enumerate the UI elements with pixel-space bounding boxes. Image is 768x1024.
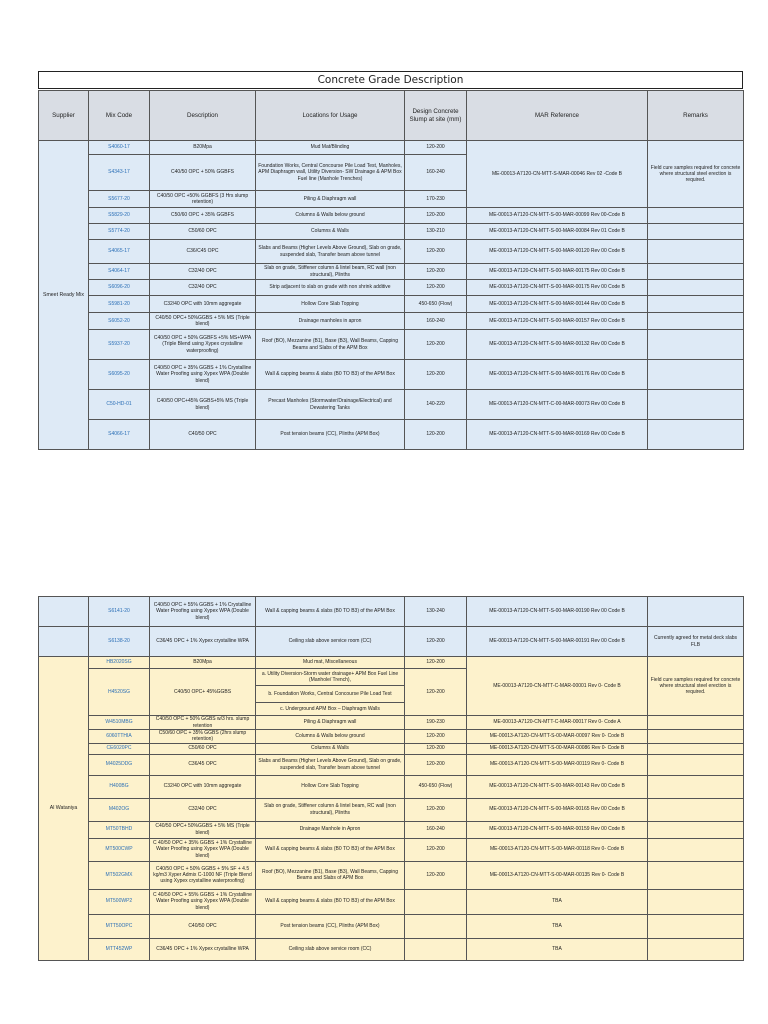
remarks-cell: Currently agreed for metal deck slabs FLB	[648, 627, 744, 657]
description-cell: C50/60 OPC + 35% GGBS (2hrs slump retention)	[150, 730, 256, 744]
mix-code-cell: H4520SG	[89, 669, 150, 716]
mix-code-cell: C50-HD-01	[89, 390, 150, 420]
mix-code-cell: S5981-20	[89, 296, 150, 313]
supplier-cell	[39, 597, 89, 627]
description-cell: C32/40 OPC with 10mm aggregate	[150, 775, 256, 798]
description-cell: C36/C45 OPC	[150, 240, 256, 264]
mix-code-cell: CE6020PC	[89, 743, 150, 754]
table-row	[39, 716, 744, 730]
mar-reference-cell: ME-00013-A7120-CN-MTT-S-00-MAR-00135 Rev 0- Code B	[467, 861, 648, 889]
remarks-cell	[648, 730, 744, 744]
table-row	[39, 390, 744, 420]
concrete-grade-table-2	[38, 596, 744, 961]
mix-code-cell: S5829-20	[89, 208, 150, 224]
remarks-cell	[648, 296, 744, 313]
table-row	[39, 420, 744, 450]
description-cell: C40/50 OPC + 50% GGBS w/3 hrs. slump retention	[150, 716, 256, 730]
description-cell: C50/60 OPC	[150, 743, 256, 754]
mix-code-cell: MTT50OPC	[89, 914, 150, 938]
location-cell: a. Utility Diversion-Storm water drainage+ APM Box Fuel Line (Manhole/ Trench),	[256, 669, 405, 686]
mar-reference-cell: ME-00013-A7120-CN-MTT-S-00-MAR-00190 Rev 00 Code B	[467, 597, 648, 627]
mar-reference-cell: ME-00013-A7120-CN-MTT-S-00-MAR-00157 Rev 00 Code B	[467, 313, 648, 330]
location-cell: Foundation Works, Central Concourse Pile Load Test, Manholes, APM Diaphragm wall, Utility Diversion- SW Drainage & APM Box Fuel line (Manhole Trenches)	[256, 155, 405, 191]
slump-cell: 120-200	[405, 264, 467, 280]
remarks-cell	[648, 420, 744, 450]
mar-reference-cell: ME-00013-A7120-CN-MTT-S-00-MAR-00191 Rev 00 Code B	[467, 627, 648, 657]
remarks-cell	[648, 360, 744, 390]
table-row	[39, 861, 744, 889]
remarks-cell	[648, 330, 744, 360]
mix-code-cell: S4065-17	[89, 240, 150, 264]
header-remarks: Remarks	[648, 91, 744, 141]
location-cell: Drainage Manhole in Apron	[256, 821, 405, 838]
mix-code-cell: S6138-20	[89, 627, 150, 657]
remarks-cell	[648, 889, 744, 914]
location-cell: Wall & capping beams & slabs (B0 TO B3) of the APM Box	[256, 597, 405, 627]
mix-code-cell: S4343-17	[89, 155, 150, 191]
mar-reference-cell: ME-00013-A7120-CN-MTT-S-00-MAR-00097 Rev 0- Code B	[467, 730, 648, 744]
location-cell: Slab on grade, Stiffener column & lintel beam, RC wall (non structural), Plinths	[256, 264, 405, 280]
mar-reference-cell: ME-00013-A7120-CN-MTT-S-00-MAR-00118 Rev 0- Code B	[467, 838, 648, 861]
mix-code-cell: S6096-20	[89, 280, 150, 296]
mar-reference-cell: ME-00013-A7120-CN-MTT-S-00-MAR-00176 Rev 00 Code B	[467, 360, 648, 390]
table-row	[39, 627, 744, 657]
description-cell: C40/50 OPC+45% GGBS+5% MS (Triple blend)	[150, 390, 256, 420]
mix-code-cell: S4060-17	[89, 141, 150, 155]
location-cell: b. Foundation Works, Central Concourse Pile Load Test	[256, 686, 405, 703]
remarks-cell	[648, 597, 744, 627]
supplier-cell: Smeet Ready Mix	[39, 141, 89, 450]
mix-code-cell: MT50TBHD	[89, 821, 150, 838]
header-locations: Locations for Usage	[256, 91, 405, 141]
slump-cell: 130-240	[405, 597, 467, 627]
mix-code-cell: H400BG	[89, 775, 150, 798]
slump-cell	[405, 938, 467, 960]
location-cell: Strip adjacent to slab on grade with non shrink additive	[256, 280, 405, 296]
description-cell: C40/50 OPC + 35% GGBS + 1% Crystalline Water Proofing using Xypex WPA (Double blend)	[150, 360, 256, 390]
slump-cell: 160-240	[405, 155, 467, 191]
mar-reference-cell: ME-00013-A7120-CN-MTT-S-00-MAR-00143 Rev 00 Code B	[467, 775, 648, 798]
mar-reference-cell: TBA	[467, 914, 648, 938]
location-cell: Mud Mat/Blinding	[256, 141, 405, 155]
location-cell: Roof (BO), Mezzanine (B1), Base (B3), Wall Beams, Capping Beams and Slabs of the APM Box	[256, 330, 405, 360]
location-cell: Columns & Walls below ground	[256, 730, 405, 744]
table-row	[39, 821, 744, 838]
mix-code-cell: S5677-20	[89, 191, 150, 208]
location-cell: Post tension beams (CC), Plinths (APM Box)	[256, 420, 405, 450]
table-row	[39, 141, 744, 155]
remarks-cell	[648, 390, 744, 420]
description-cell: B20Mpa	[150, 141, 256, 155]
mix-code-cell: HB2020SG	[89, 657, 150, 669]
table-row	[39, 657, 744, 669]
table-row	[39, 838, 744, 861]
slump-cell: 140-220	[405, 390, 467, 420]
description-cell: C40/50 OPC	[150, 914, 256, 938]
location-cell: Drainage manholes in apron	[256, 313, 405, 330]
mix-code-cell: S4066-17	[89, 420, 150, 450]
description-cell: B20Mpa	[150, 657, 256, 669]
mar-reference-cell: ME-00013-A7120-CN-MTT-C-00-MAR-00073 Rev 00 Code B	[467, 390, 648, 420]
remarks-cell	[648, 313, 744, 330]
mar-reference-cell: ME-00013-A7120-CN-MTT-S-00-MAR-00169 Rev 00 Code B	[467, 420, 648, 450]
slump-cell: 120-200	[405, 754, 467, 775]
location-cell: Columns & Walls	[256, 743, 405, 754]
description-cell: C50/60 OPC	[150, 224, 256, 240]
mix-code-cell: S6052-20	[89, 313, 150, 330]
mar-reference-cell: ME-00013-A7120-CN-MTT-S-00-MAR-00120 Rev 00 Code B	[467, 240, 648, 264]
slump-cell: 120-200	[405, 141, 467, 155]
remarks-cell	[648, 224, 744, 240]
description-cell: C50/60 OPC + 35% GGBFS	[150, 208, 256, 224]
slump-cell: 170-230	[405, 191, 467, 208]
location-cell: Slab on grade, Stiffener column & lintel beam, RC wall (non structural), Plinths	[256, 798, 405, 821]
table-row	[39, 754, 744, 775]
mar-reference-cell: ME-00013-A7120-CN-MTT-S-00-MAR-00119 Rev 0- Code B	[467, 754, 648, 775]
header-description: Description	[150, 91, 256, 141]
mar-reference-cell: ME-00013-A7120-CN-MTT-C-MAR-00017 Rev 0- Code A	[467, 716, 648, 730]
slump-cell	[405, 914, 467, 938]
table-row	[39, 296, 744, 313]
header-mix-code: Mix Code	[89, 91, 150, 141]
location-cell: Ceiling slab above service room (CC)	[256, 938, 405, 960]
mix-code-cell: S5937-20	[89, 330, 150, 360]
location-cell: Post tension beams (CC), Plinths (APM Box)	[256, 914, 405, 938]
remarks-cell	[648, 775, 744, 798]
mix-code-cell: MT500WP2	[89, 889, 150, 914]
table-row	[39, 775, 744, 798]
table-row	[39, 264, 744, 280]
location-cell: Piling & Diaphragm wall	[256, 716, 405, 730]
location-cell: Hollow Core Slab Topping	[256, 296, 405, 313]
header-slump: Design Concrete Slump at site (mm)	[405, 91, 467, 141]
slump-cell: 120-200	[405, 330, 467, 360]
remarks-cell	[648, 208, 744, 224]
description-cell: C40/50 OPC + 50% GGBS + 5% SF + 4.5 kg/m3 Xyper Admix C-1000 NF (Triple Blend using Xypex crystalline waterproofing)	[150, 861, 256, 889]
description-cell: C36/45 OPC	[150, 754, 256, 775]
table-row	[39, 313, 744, 330]
description-cell: C36/45 OPC + 1% Xypex crystalline WPA	[150, 938, 256, 960]
location-cell: Wall & capping beams & slabs (B0 TO B3) of the APM Box	[256, 889, 405, 914]
description-cell: C32/40 OPC with 10mm aggregate	[150, 296, 256, 313]
header-supplier: Supplier	[39, 91, 89, 141]
description-cell: C 40/50 OPC + 35% GGBS + 1% Crystalline Water Proofing using Xypex WPA (Double blend)	[150, 838, 256, 861]
mix-code-cell: MTT452WP	[89, 938, 150, 960]
location-cell: Hollow Core Slab Topping	[256, 775, 405, 798]
mar-reference-cell: ME-00013-A7120-CN-MTT-S-00-MAR-00086 Rev 0- Code B	[467, 743, 648, 754]
table-row	[39, 889, 744, 914]
remarks-cell	[648, 264, 744, 280]
mix-code-cell: M4025DDG	[89, 754, 150, 775]
location-cell: Mud mat, Miscellaneous	[256, 657, 405, 669]
supplier-cell: Al Wataniya	[39, 657, 89, 961]
mix-code-cell: M402OG	[89, 798, 150, 821]
description-cell: C40/50 OPC+ 50%GGBS + 5% MS (Triple blend)	[150, 821, 256, 838]
table-row	[39, 730, 744, 744]
remarks-cell	[648, 938, 744, 960]
remarks-cell	[648, 914, 744, 938]
remarks-cell	[648, 798, 744, 821]
location-cell: c. Underground APM Box – Diaphragm Walls	[256, 703, 405, 716]
slump-cell: 120-200	[405, 208, 467, 224]
mar-reference-cell: ME-00013-A7120-CN-MTT-S-00-MAR-00175 Rev 00 Code B	[467, 280, 648, 296]
concrete-grade-table-1	[38, 90, 744, 450]
mar-reference-cell: ME-00013-A7120-CN-MTT-S-00-MAR-00165 Rev 00 Code B	[467, 798, 648, 821]
slump-cell: 120-200	[405, 360, 467, 390]
table-row	[39, 280, 744, 296]
mar-reference-cell: ME-00013-A7120-CN-MTT-S-MAR-00046 Rev 02 -Code B	[467, 141, 648, 208]
description-cell: C40/50 OPC+ 45%GGBS	[150, 669, 256, 716]
remarks-cell	[648, 821, 744, 838]
table-row	[39, 597, 744, 627]
mar-reference-cell: TBA	[467, 889, 648, 914]
table-row	[39, 240, 744, 264]
table-row	[39, 938, 744, 960]
remarks-cell	[648, 716, 744, 730]
description-cell: C32/40 OPC	[150, 798, 256, 821]
remarks-cell	[648, 280, 744, 296]
mix-code-cell: S5774-20	[89, 224, 150, 240]
remarks-cell	[648, 838, 744, 861]
mar-reference-cell: ME-00013-A7120-CN-MTT-S-00-MAR-00159 Rev 00 Code B	[467, 821, 648, 838]
mar-reference-cell: ME-00013-A7120-CN-MTT-S-00-MAR-00132 Rev 00 Code B	[467, 330, 648, 360]
remarks-cell	[648, 861, 744, 889]
description-cell: C36/45 OPC + 1% Xypex crystalline WPA	[150, 627, 256, 657]
description-cell: C40/50 OPC+ 50%GGBS + 5% MS (Triple blend)	[150, 313, 256, 330]
slump-cell: 160-240	[405, 313, 467, 330]
description-cell: C40/50 OPC +50% GGBFS (3 Hrs slump retention)	[150, 191, 256, 208]
description-cell: C40/50 OPC + 50% GGBFS +5% MS+WPA (Triple Blend using Xypex crystalline waterproofing)	[150, 330, 256, 360]
slump-cell: 450-650 (Flow)	[405, 775, 467, 798]
supplier-cell	[39, 627, 89, 657]
header-mar-reference: MAR Reference	[467, 91, 648, 141]
mar-reference-cell: ME-00013-A7120-CN-MTT-S-00-MAR-00175 Rev 00 Code B	[467, 264, 648, 280]
table-row	[39, 743, 744, 754]
mix-code-cell: S6141-20	[89, 597, 150, 627]
slump-cell: 120-200	[405, 743, 467, 754]
table-row	[39, 798, 744, 821]
table-row	[39, 224, 744, 240]
slump-cell: 120-200	[405, 669, 467, 716]
slump-cell: 120-200	[405, 280, 467, 296]
slump-cell: 160-240	[405, 821, 467, 838]
location-cell: Slabs and Beams (Higher Levels Above Ground), Slab on grade, suspended slab, Transfer beam above tunnel	[256, 240, 405, 264]
description-cell: C32/40 OPC	[150, 264, 256, 280]
mar-reference-cell: TBA	[467, 938, 648, 960]
slump-cell: 120-200	[405, 730, 467, 744]
mix-code-cell: S4064-17	[89, 264, 150, 280]
slump-cell: 120-200	[405, 627, 467, 657]
remarks-cell	[648, 743, 744, 754]
slump-cell: 130-210	[405, 224, 467, 240]
mar-reference-cell: ME-00013-A7120-CN-MTT-C-MAR-00001 Rev 0- Code B	[467, 657, 648, 716]
remarks-cell: Field cure samples required for concrete where structural steel erection is required.	[648, 657, 744, 716]
mar-reference-cell: ME-00013-A7120-CN-MTT-S-00-MAR-00099 Rev 00-Code B	[467, 208, 648, 224]
mix-code-cell: 6060TTHIA	[89, 730, 150, 744]
location-cell: Ceiling slab above service room (CC)	[256, 627, 405, 657]
table-row	[39, 330, 744, 360]
location-cell: Slabs and Beams (Higher Levels Above Ground), Slab on grade, suspended slab, Transfer beam above tunnel	[256, 754, 405, 775]
slump-cell: 120-200	[405, 420, 467, 450]
slump-cell: 120-200	[405, 657, 467, 669]
slump-cell	[405, 889, 467, 914]
table-row	[39, 360, 744, 390]
slump-cell: 450-650 (Flow)	[405, 296, 467, 313]
page-title: Concrete Grade Description	[38, 71, 743, 89]
location-cell: Columns & Walls	[256, 224, 405, 240]
slump-cell: 120-200	[405, 861, 467, 889]
location-cell: Wall & capping beams & slabs (B0 TO B3) of the APM Box	[256, 360, 405, 390]
mix-code-cell: MT502GMX	[89, 861, 150, 889]
mar-reference-cell: ME-00013-A7120-CN-MTT-S-00-MAR-00084 Rev 01 Code B	[467, 224, 648, 240]
slump-cell: 120-200	[405, 798, 467, 821]
mix-code-cell: W4510MBG	[89, 716, 150, 730]
location-cell: Roof (BO), Mezzanine (B1), Base (B3), Wall Beams, Capping Beams and Slabs of APM Box	[256, 861, 405, 889]
description-cell: C40/50 OPC + 50% GGBFS	[150, 155, 256, 191]
location-cell: Piling & Diaphragm wall	[256, 191, 405, 208]
slump-cell: 120-200	[405, 838, 467, 861]
description-cell: C32/40 OPC	[150, 280, 256, 296]
description-cell: C40/50 OPC + 55% GGBS + 1% Crystalline Water Proofing using Xypex WPA (Double blend)	[150, 597, 256, 627]
mix-code-cell: S6095-20	[89, 360, 150, 390]
table-row	[39, 208, 744, 224]
location-cell: Precast Manholes (Stormwater/Drainage/Electrical) and Dewatering Tanks	[256, 390, 405, 420]
remarks-cell: Field cure samples required for concrete where structural steel erection is required.	[648, 141, 744, 208]
description-cell: C40/50 OPC	[150, 420, 256, 450]
slump-cell: 190-230	[405, 716, 467, 730]
remarks-cell	[648, 240, 744, 264]
slump-cell: 120-200	[405, 240, 467, 264]
description-cell: C 40/50 OPC + 55% GGBS + 1% Crystalline Water Proofing using Xypex WPA (Double blend)	[150, 889, 256, 914]
mar-reference-cell: ME-00013-A7120-CN-MTT-S-00-MAR-00144 Rev 00 Code B	[467, 296, 648, 313]
table-row	[39, 914, 744, 938]
remarks-cell	[648, 754, 744, 775]
location-cell: Columns & Walls below ground	[256, 208, 405, 224]
mix-code-cell: MT500CWP	[89, 838, 150, 861]
location-cell: Wall & capping beams & slabs (B0 TO B3) of the APM Box	[256, 838, 405, 861]
